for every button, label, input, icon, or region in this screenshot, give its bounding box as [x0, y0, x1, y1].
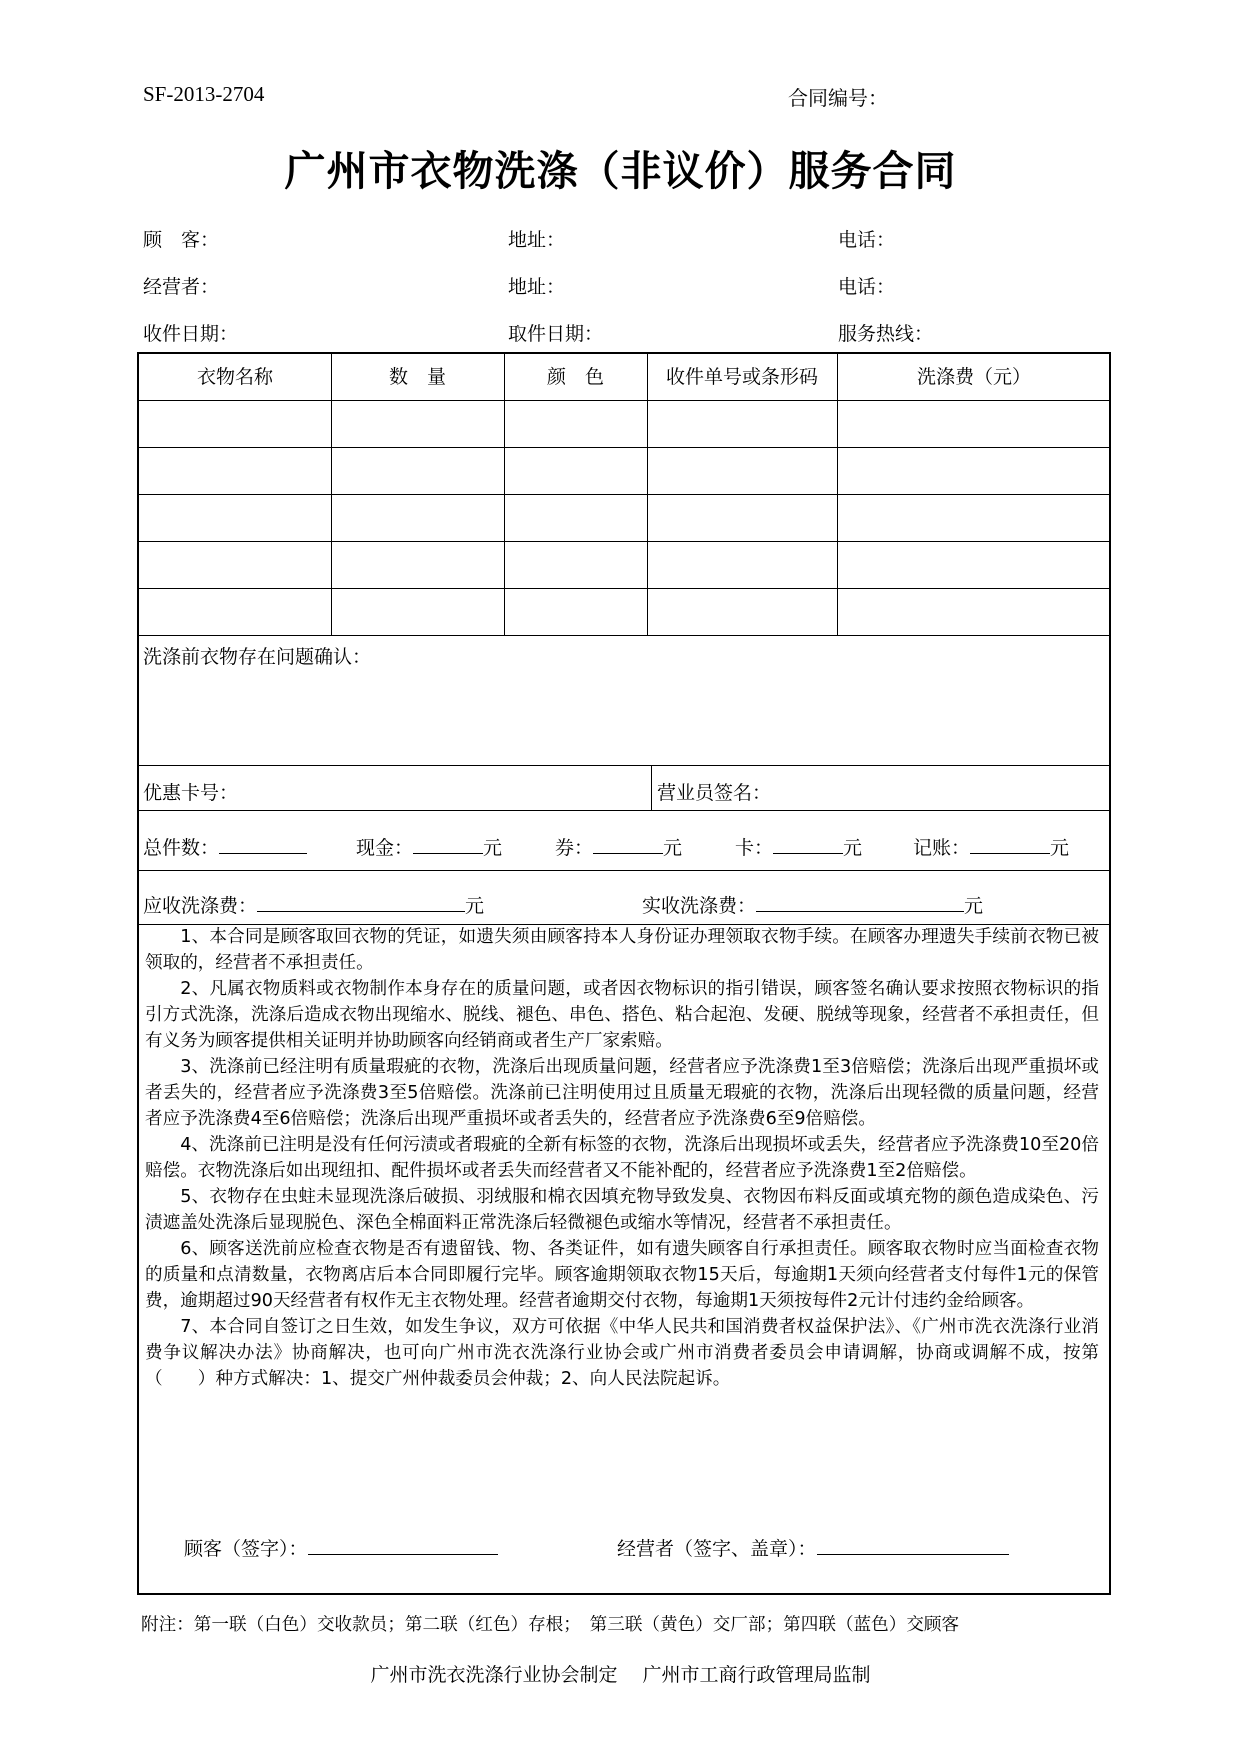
- footer-issuers: 广州市洗衣洗涤行业协会制定 广州市工商行政管理局监制: [370, 1664, 871, 1686]
- term-2: 2、凡属衣物质料或衣物制作本身存在的质量问题，或者因衣物标识的指引错误，顾客签名确认要求按照衣物标识的指引方式洗涤，洗涤后造成衣物出现缩水、脱线、褪色、串色、搭色、粘合起泡、发硬、脱绒等现象，经营者不承担责任，但有义务为顾客提供相关证明并协助顾客向经销商或者生产厂家索赔。: [145, 979, 1099, 1051]
- clerk-signature-label: 营业员签名：: [657, 782, 772, 804]
- card-field: [735, 833, 862, 860]
- col-header-quantity: 数 量: [388, 366, 446, 388]
- cash-blank: [413, 835, 483, 854]
- operator-address-label: 地址：: [508, 276, 566, 298]
- cash-field: [356, 833, 502, 860]
- receive-date-label: 收件日期：: [143, 323, 239, 345]
- customer-phone-label: 电话：: [838, 229, 896, 251]
- operator-signature-label: 经营者（签字、盖章）：: [617, 1538, 817, 1560]
- fee-due-blank: [257, 893, 465, 912]
- col-header-receipt-number: 收件单号或条形码: [665, 366, 818, 388]
- page-title: 广州市衣物洗涤（非议价）服务合同: [284, 147, 957, 195]
- term-3: 3、洗涤前已经注明有质量瑕疵的衣物，洗涤后出现质量问题，经营者应予洗涤费1至3倍赔偿；洗涤后出现严重损坏或者丢失的，经营者应予洗涤费3至5倍赔偿。洗涤前已注明使用过且质量无瑕疵的衣物，洗涤后出现轻微的质量问题，经营者应予洗涤费4至6倍赔偿；洗涤后出现严重损坏或者丢失的，经营者应予洗涤费6至9倍赔偿。: [145, 1057, 1099, 1129]
- account-blank: [970, 835, 1050, 854]
- total-items-label: 总件数：: [143, 837, 220, 859]
- term-4: 4、洗涤前已注明是没有任何污渍或者瑕疵的全新有标签的衣物，洗涤后出现损坏或丢失，经营者应予洗涤费10至20倍赔偿。衣物洗涤后如出现纽扣、配件损坏或者丢失而经营者又不能补配的，经营者应予洗涤费1至2倍赔偿。: [145, 1135, 1099, 1181]
- footnote: 附注：第一联（白色）交收款员；第二联（红色）存根； 第三联（黄色）交厂部；第四联（蓝色）交顾客: [141, 1615, 960, 1635]
- customer-signature-blank: [308, 1536, 498, 1555]
- dates-info-row: [0, 319, 1241, 349]
- col-header-wash-fee: 洗涤费（元）: [916, 366, 1031, 388]
- cash-unit: 元: [483, 837, 503, 859]
- pre-wash-issues-label: 洗涤前衣物存在问题确认：: [143, 646, 372, 668]
- operator-signature-blank: [817, 1536, 1009, 1555]
- term-7: 7、本合同自签订之日生效，如发生争议，双方可依据《中华人民共和国消费者权益保护法》、《广州市洗衣洗涤行业消费争议解决办法》协商解决，也可向广州市洗衣洗涤行业协会或广州市消费者委员会申请调解，协商或调解不成，按第（ ）种方式解决：1、提交广州仲裁委员会仲裁；2、向人民法院起诉。: [145, 1317, 1099, 1389]
- payment-row: [143, 833, 307, 860]
- term-1: 1、本合同是顾客取回衣物的凭证，如遗失须由顾客持本人身份证办理领取衣物手续。在顾客办理遗失手续前衣物已被领取的，经营者不承担责任。: [145, 927, 1099, 973]
- operator-info-row: [0, 272, 1241, 302]
- customer-address-label: 地址：: [508, 229, 566, 251]
- customer-label: 顾 客：: [143, 229, 220, 251]
- contract-table: [137, 352, 1111, 1595]
- voucher-blank: [593, 835, 663, 854]
- form-code: SF-2013-2704: [143, 82, 265, 106]
- customer-info-row: [0, 225, 1241, 255]
- voucher-field: [555, 833, 682, 860]
- contract-terms: [145, 924, 1099, 1392]
- card-blank: [773, 835, 843, 854]
- fee-due-unit: 元: [465, 895, 485, 917]
- operator-signature: [617, 1534, 1009, 1561]
- customer-signature-label: 顾客（签字）：: [184, 1538, 308, 1560]
- service-hotline-label: 服务热线：: [838, 323, 934, 345]
- col-header-item-name: 衣物名称: [196, 366, 273, 388]
- fee-due-label: 应收洗涤费：: [143, 895, 258, 917]
- fee-due-field: [143, 891, 484, 918]
- col-header-color: 颜 色: [546, 366, 604, 388]
- card-label: 卡：: [735, 837, 774, 859]
- fee-received-label: 实收洗涤费：: [642, 895, 757, 917]
- total-items-blank: [219, 835, 307, 854]
- customer-signature: [184, 1534, 498, 1561]
- pickup-date-label: 取件日期：: [508, 323, 604, 345]
- term-6: 6、顾客送洗前应检查衣物是否有遗留钱、物、各类证件，如有遗失顾客自行承担责任。顾客取衣物时应当面检查衣物的质量和点清数量，衣物离店后本合同即履行完毕。顾客逾期领取衣物15天后，每逾期1天须向经营者支付每件1元的保管费，逾期超过90天经营者有权作无主衣物处理。经营者逾期交付衣物，每逾期1天须按每件2元计付违约金给顾客。: [145, 1239, 1099, 1311]
- fee-received-unit: 元: [964, 895, 984, 917]
- voucher-label: 券：: [555, 837, 594, 859]
- term-5: 5、衣物存在虫蛀未显现洗涤后破损、羽绒服和棉衣因填充物导致发臭、衣物因布料反面或填充物的颜色造成染色、污渍遮盖处洗涤后显现脱色、深色全棉面料正常洗涤后轻微褪色或缩水等情况，经营者不承担责任。: [145, 1187, 1099, 1233]
- voucher-unit: 元: [663, 837, 683, 859]
- contract-number-label: 合同编号：: [788, 86, 888, 110]
- fee-received-blank: [756, 893, 964, 912]
- operator-label: 经营者：: [143, 276, 220, 298]
- operator-phone-label: 电话：: [838, 276, 896, 298]
- cash-label: 现金：: [356, 837, 414, 859]
- fee-received-field: [642, 891, 983, 918]
- account-field: [913, 833, 1069, 860]
- account-unit: 元: [1050, 837, 1070, 859]
- account-label: 记账：: [913, 837, 971, 859]
- discount-card-label: 优惠卡号：: [143, 782, 239, 804]
- card-unit: 元: [843, 837, 863, 859]
